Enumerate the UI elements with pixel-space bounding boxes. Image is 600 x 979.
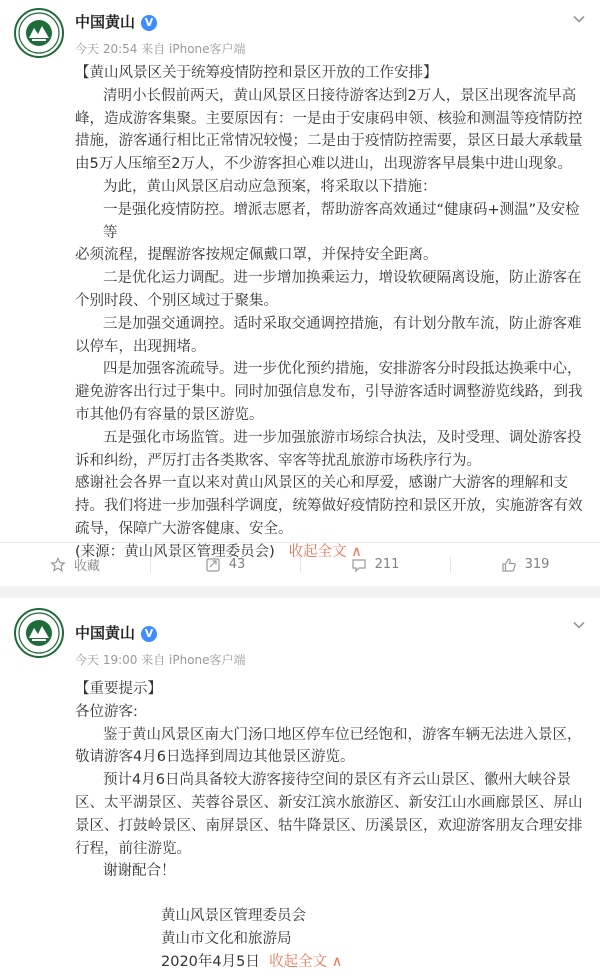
repost-icon [205,557,221,573]
paragraph-line: 为此，黄山风景区启动应急预案，将采取以下措施： [103,178,437,195]
paragraph-line: 四是加强客流疏导。进一步优化预约措施，安排游客分时段抵达换乘中心， [103,361,582,378]
paragraph-line: 二是优化运力调配。进一步增加换乘运力，增设软硬隔离设施，防止游客在 [103,270,582,287]
paragraph-line: 区、太平湖景区、芙蓉谷景区、新安江滨水旅游区、新安江山水画廊景区、屏山 [75,794,583,811]
repost-button[interactable] [150,543,300,586]
chevron-down-icon[interactable] [572,618,586,632]
avatar-logo-icon [14,8,64,58]
paragraph-line: 谢谢配合！ [103,863,176,880]
avatar-logo-icon [14,608,64,658]
avatar[interactable] [14,8,64,58]
paragraph-line: 敬请游客4月6日选择到周边其他景区游览。 [75,749,355,766]
weibo-post-2 [0,598,600,979]
paragraph-line: 避免游客出行过于集中。同时加强信息发布，引导游客适时调整游览线路，到我 [75,384,583,401]
paragraph-line: 必须流程，提醒游客按规定佩戴口罩，并保持安全距离。 [75,247,438,264]
paragraph-line: 措施，游客通行相比正常情况较慢；二是由于疫情防控需要，景区日最大承载量 [75,133,583,150]
paragraph-line: 以停车，出现拥堵。 [75,338,206,355]
paragraph-line: 峰，造成游客集聚。主要原因有：一是由于安康码申领、核验和测温等疫情防控 [75,110,583,127]
verified-badge-icon: V [141,626,157,642]
collapse-label[interactable]: 收起全文 [288,543,347,560]
paragraph-line: 一是强化疫情防控。增派志愿者，帮助游客高效通过“健康码+测温”及安检等 [103,201,580,241]
username-text[interactable]: 中国黄山 [75,624,136,642]
collapse-arrow-icon[interactable]: ∧ [331,953,343,970]
paragraph-line: 个别时段、个别区域过于聚集。 [75,292,278,309]
post-meta: 今天 20:54 来自 iPhone客户端 [75,42,246,56]
paragraph-line: 五是强化市场监管。进一步加强旅游市场综合执法，及时受理、调处游客投 [103,429,582,446]
spacer [75,883,587,905]
post-date: 2020年4月5日 [161,953,260,970]
post-source: (来源：黄山风景区管理委员会) [75,543,275,560]
action-bar [0,542,600,586]
comment-button[interactable] [300,543,450,586]
star-icon [50,557,66,573]
comment-count[interactable]: 211 [374,557,400,572]
chevron-down-icon[interactable] [572,12,586,26]
collapse-link[interactable] [264,954,342,970]
paragraph-line: 三是加强交通调控。适时采取交通调控措施，有计划分散车流，防止游客难 [103,315,582,332]
paragraph-line: 预计4月6日尚具备较大游客接待空间的景区有齐云山景区、徽州大峡谷景 [103,772,571,789]
comment-icon [351,557,367,573]
repost-count[interactable]: 43 [228,557,246,572]
post-title: 【黄山风景区关于统筹疫情防控和景区开放的工作安排】 [75,65,438,81]
like-button[interactable] [450,543,600,586]
verified-badge-icon: V [141,15,157,31]
username[interactable] [75,623,157,643]
collapse-label[interactable]: 收起全文 [269,953,328,970]
paragraph-line: 疏导，保障广大游客健康、安全。 [75,520,293,537]
paragraph-line: 市其他仍有容量的景区游览。 [75,406,264,423]
favorite-button[interactable] [0,543,150,586]
paragraph-line: 由5万人压缩至2万人，不少游客担心难以进山，出现游客早晨集中进山现象。 [75,156,572,173]
favorite-label[interactable]: 收藏 [73,559,100,574]
paragraph-line: 诉和纠纷，严厉打击各类欺客、宰客等扰乱旅游市场秩序行为。 [75,452,481,469]
post-meta: 今天 19:00 来自 iPhone客户端 [75,653,246,667]
paragraph-line: 行程，前往游览。 [75,840,191,857]
paragraph-line: 感谢社会各界一直以来对黄山风景区的关心和厚爱，感谢广大游客的理解和支 [75,475,568,492]
paragraph-line: 持。我们将进一步加强科学调度，统筹做好疫情防控和景区开放，实施游客有效 [75,498,583,515]
username[interactable] [75,12,157,32]
post-title: 【重要提示】 [75,681,162,697]
paragraph-line: 鉴于黄山风景区南大门汤口地区停车位已经饱和，游客车辆无法进入景区， [103,726,582,743]
like-icon [501,557,517,573]
paragraph-line: 清明小长假前两天，黄山风景区日接待游客达到2万人，景区出现客流早高 [103,87,577,104]
post-body [75,678,587,974]
like-count[interactable]: 319 [524,557,550,572]
avatar[interactable] [14,608,64,658]
signature-line: 黄山风景区管理委员会 [161,908,306,925]
signature-line: 黄山市文化和旅游局 [161,930,292,947]
post-body [75,62,587,564]
paragraph-line: 景区、打鼓岭景区、南屏景区、牯牛降景区、历溪景区，欢迎游客朋友合理安排 [75,817,583,834]
collapse-arrow-icon[interactable]: ∧ [351,543,362,560]
username-text[interactable]: 中国黄山 [75,13,136,31]
greeting: 各位游客: [75,703,138,720]
